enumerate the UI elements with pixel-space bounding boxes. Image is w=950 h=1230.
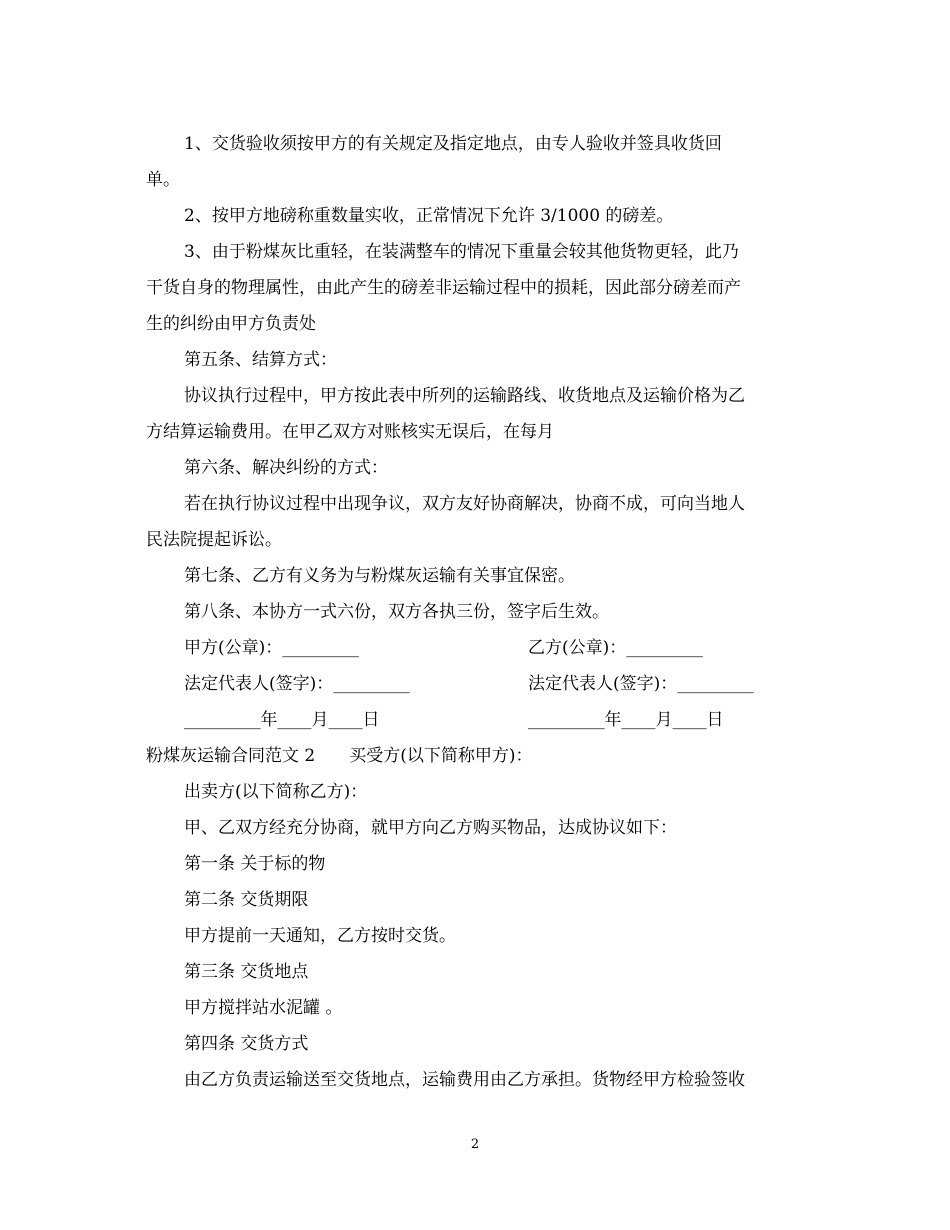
contract-title-line: 粉煤灰运输合同范文 2 买受方(以下简称甲方)： bbox=[146, 746, 533, 766]
section-heading: 第六条、解决纠纷的方式： bbox=[184, 458, 388, 478]
signature-rep-a: 法定代表人(签字)：_________ bbox=[184, 674, 410, 694]
paragraph-line: 单。 bbox=[146, 170, 180, 190]
paragraph-line: 由乙方负责运输送至交货地点，运输费用由乙方承担。货物经甲方检验签收 bbox=[184, 1070, 745, 1090]
signature-rep-b: 法定代表人(签字)：_________ bbox=[528, 674, 754, 694]
paragraph-line: 出卖方(以下简称乙方)： bbox=[184, 782, 368, 802]
paragraph-line: 2、按甲方地磅称重数量实收，正常情况下允许 3/1000 的磅差。 bbox=[184, 206, 674, 226]
paragraph-line: 甲方提前一天通知，乙方按时交货。 bbox=[184, 926, 456, 946]
paragraph-line: 1、交货验收须按甲方的有关规定及指定地点，由专人验收并签具收货回 bbox=[184, 134, 722, 154]
section-heading: 第二条 交货期限 bbox=[184, 890, 309, 910]
signature-date-b: _________年____月____日 bbox=[528, 710, 724, 730]
paragraph-line: 方结算运输费用。在甲乙双方对账核实无误后，在每月 bbox=[146, 422, 554, 442]
signature-date-a: _________年____月____日 bbox=[184, 710, 380, 730]
paragraph-line: 干货自身的物理属性，由此产生的磅差非运输过程中的损耗，因此部分磅差而产 bbox=[146, 278, 741, 298]
section-heading: 第三条 交货地点 bbox=[184, 962, 309, 982]
section-heading: 第八条、本协方一式六份，双方各执三份，签字后生效。 bbox=[184, 602, 609, 622]
section-heading: 第四条 交货方式 bbox=[184, 1034, 309, 1054]
paragraph-line: 协议执行过程中，甲方按此表中所列的运输路线、收货地点及运输价格为乙 bbox=[184, 386, 745, 406]
paragraph-line: 甲方搅拌站水泥罐 。 bbox=[184, 998, 343, 1018]
section-heading: 第一条 关于标的物 bbox=[184, 854, 326, 874]
signature-party-a: 甲方(公章)：_________ bbox=[184, 638, 359, 658]
page-number: 2 bbox=[470, 1137, 480, 1152]
section-heading: 第五条、结算方式： bbox=[184, 350, 337, 370]
paragraph-line: 甲、乙双方经充分协商，就甲方向乙方购买物品，达成协议如下： bbox=[184, 818, 677, 838]
paragraph-line: 若在执行协议过程中出现争议，双方友好协商解决，协商不成，可向当地人 bbox=[184, 494, 745, 514]
paragraph-line: 生的纠纷由甲方负责处 bbox=[146, 314, 316, 334]
section-heading: 第七条、乙方有义务为与粉煤灰运输有关事宜保密。 bbox=[184, 566, 575, 586]
paragraph-line: 3、由于粉煤灰比重轻，在装满整车的情况下重量会较其他货物更轻，此乃 bbox=[184, 242, 739, 262]
signature-party-b: 乙方(公章)：_________ bbox=[528, 638, 703, 658]
paragraph-line: 民法院提起诉讼。 bbox=[146, 530, 282, 550]
